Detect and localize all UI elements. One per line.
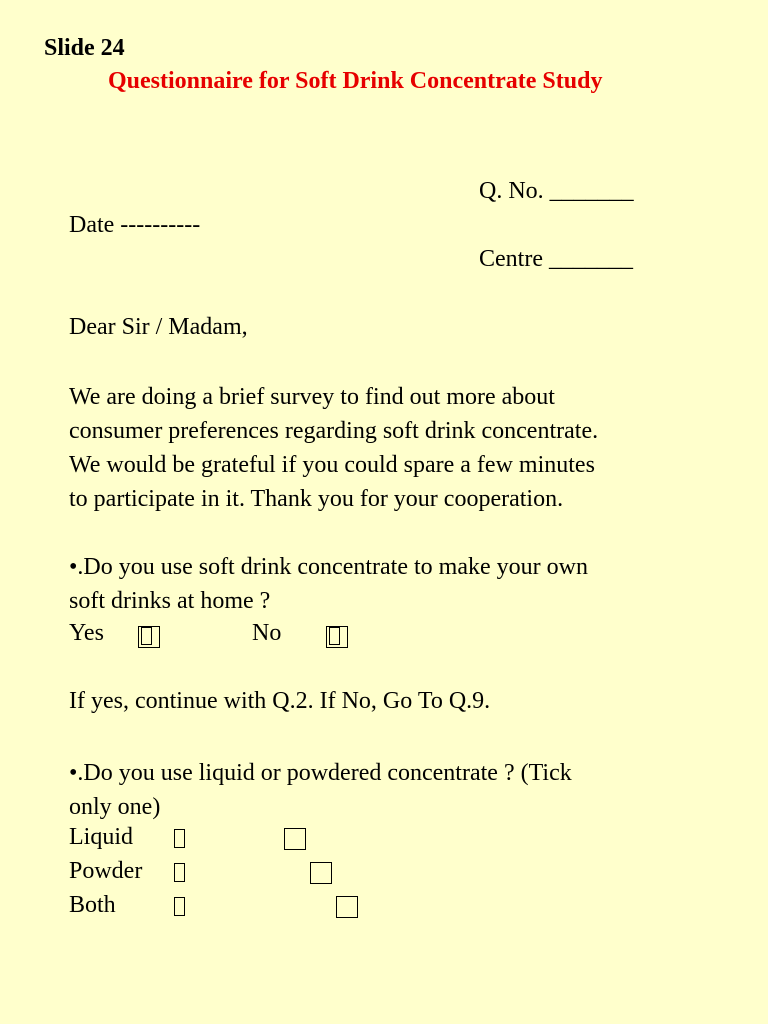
option-powder-label: Powder xyxy=(69,858,143,884)
option-liquid-label: Liquid xyxy=(69,824,133,850)
placeholder-glyph-icon xyxy=(174,863,185,882)
option-both-label: Both xyxy=(69,892,116,918)
skip-instruction: If yes, continue with Q.2. If No, Go To Q.9. xyxy=(69,688,491,714)
greeting: Dear Sir / Madam, xyxy=(69,314,248,340)
intro-line: consumer preferences regarding soft drink concentrate. xyxy=(69,418,599,444)
intro-line: to participate in it. Thank you for your cooperation. xyxy=(69,486,564,512)
yes-checkbox[interactable] xyxy=(138,626,160,648)
option-no-label: No xyxy=(252,620,282,646)
question-1-line: soft drinks at home ? xyxy=(69,588,271,614)
option-yes-label: Yes xyxy=(69,620,104,646)
question-1 xyxy=(69,550,739,618)
question-1-line: •.Do you use soft drink concentrate to make your own xyxy=(69,554,588,580)
page-title: Questionnaire for Soft Drink Concentrate Study xyxy=(108,68,603,94)
both-checkbox[interactable] xyxy=(336,896,358,918)
placeholder-glyph-icon xyxy=(141,627,152,645)
intro-line: We would be grateful if you could spare a few minutes xyxy=(69,452,595,478)
no-checkbox[interactable] xyxy=(326,626,348,648)
question-2-line: •.Do you use liquid or powdered concentrate ? (Tick xyxy=(69,760,572,786)
date-field: Date ---------- xyxy=(69,212,201,238)
placeholder-glyph-icon xyxy=(329,627,340,645)
powder-checkbox[interactable] xyxy=(310,862,332,884)
placeholder-glyph-icon xyxy=(174,829,185,848)
centre-field: Centre _______ xyxy=(479,246,633,272)
slide-label: Slide 24 xyxy=(44,35,125,61)
intro-line: We are doing a brief survey to find out more about xyxy=(69,384,555,410)
intro-paragraph xyxy=(69,380,739,516)
liquid-checkbox[interactable] xyxy=(284,828,306,850)
question-number-field: Q. No. _______ xyxy=(479,178,634,204)
placeholder-glyph-icon xyxy=(174,897,185,916)
question-2 xyxy=(69,756,739,824)
question-2-line: only one) xyxy=(69,794,161,820)
